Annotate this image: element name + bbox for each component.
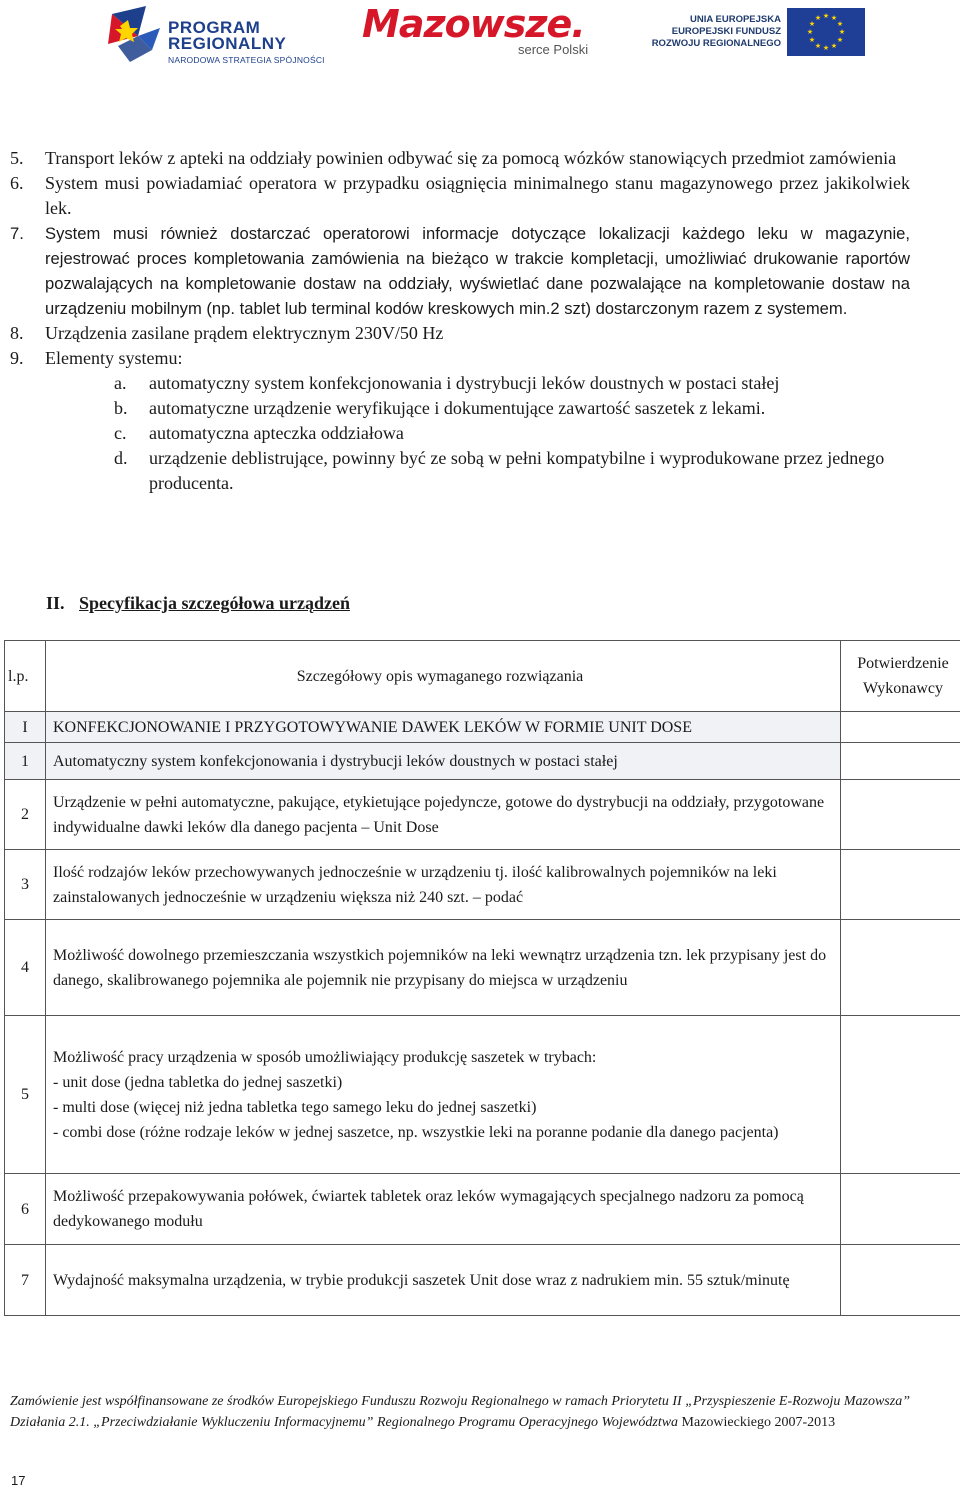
footer-italic-text: Zamówienie jest współfinansowane ze środków Europejskiego Funduszu Rozwoju Regionalnego w ramach Priorytetu II „Przyspieszenie E-Rozwoju Mazowsza” Działania 2.1. „Przeciwdziałanie Wykluczeniu Informacyjnemu” Regionalnego Programu Operacyjnego Województwa [10, 1394, 910, 1430]
svg-text:★: ★ [808, 36, 816, 44]
program-logo-line1: PROGRAM [168, 18, 261, 37]
list-item-number: 6. [10, 173, 24, 193]
row-lp: 2 [5, 780, 46, 850]
specification-table [4, 640, 960, 1316]
row-lp: 5 [5, 1016, 46, 1174]
eu-logo-line2: EUROPEJSKI FUNDUSZ [671, 26, 781, 37]
row-lp: 7 [5, 1245, 46, 1316]
program-regionalny-emblem-icon [108, 6, 162, 64]
confirmation-cell[interactable] [841, 1245, 960, 1316]
table-section-row [5, 712, 960, 743]
svg-text:★: ★ [806, 28, 814, 36]
row-description-line: Możliwość przepakowywania połówek, ćwiartek tabletek oraz leków wymagających specjalnego nadzoru za pomocą dedykowanego modułu [53, 1188, 804, 1230]
list-item-number: 9. [10, 348, 24, 368]
list-subitem-letter: a. [114, 373, 127, 393]
table-row [5, 780, 960, 850]
svg-text:★: ★ [822, 44, 830, 52]
header-logos [0, 0, 960, 70]
row-description [46, 1174, 841, 1245]
row-description-line: - combi dose (różne rodzaje leków w jednej saszetce, np. wszystkie leki na poranne podanie dla danego pacjenta) [53, 1123, 779, 1141]
page-number: 17 [11, 1473, 26, 1488]
section-title: Specyfikacja szczegółowa urządzeń [79, 593, 350, 613]
row-lp: I [5, 712, 46, 743]
row-description-line: - unit dose (jedna tabletka do jednej saszetki) [53, 1073, 343, 1091]
row-description [46, 780, 841, 850]
list-item-number: 8. [10, 323, 24, 343]
row-description: Automatyczny system konfekcjonowania i dystrybucji leków doustnych w postaci stałej [46, 743, 841, 780]
confirmation-cell[interactable] [841, 850, 960, 920]
mazowsze-logo [362, 2, 602, 62]
list-item-number: 5. [10, 148, 24, 168]
list-subitem [10, 421, 910, 446]
list-item-number: 7. [10, 224, 24, 243]
mazowsze-logo-subtitle: serce Polski [518, 42, 589, 57]
row-description [46, 1016, 841, 1174]
list-subitem [10, 396, 910, 421]
row-description [46, 850, 841, 920]
header-description: Szczegółowy opis wymaganego rozwiązania [46, 641, 841, 712]
row-confirmation [841, 743, 960, 780]
row-lp: 3 [5, 850, 46, 920]
eu-logo-line1: UNIA EUROPEJSKA [690, 14, 781, 25]
list-item-text: Elementy systemu: [45, 348, 183, 368]
confirmation-cell[interactable] [841, 920, 960, 1016]
footer-plain-text: Mazowieckiego 2007-2013 [681, 1414, 836, 1430]
list-subitem-letter: c. [114, 423, 127, 443]
list-item [10, 146, 910, 171]
table-row [5, 1174, 960, 1245]
program-logo-line2: REGIONALNY [168, 34, 287, 53]
program-regionalny-logo [108, 6, 338, 64]
svg-text:★: ★ [822, 12, 830, 20]
list-item-text: Transport leków z apteki na oddziały powinien odbywać się za pomocą wózków stanowiących przedmiot zamówienia [45, 148, 897, 168]
table-header-row [5, 641, 960, 712]
row-confirmation [841, 712, 960, 743]
svg-text:★: ★ [830, 42, 838, 50]
co-financing-footer [10, 1392, 910, 1433]
row-description-line: Wydajność maksymalna urządzenia, w trybie produkcji saszetek Unit dose wraz z nadrukiem min. 55 sztuk/minutę [53, 1271, 790, 1289]
program-logo-line3: NARODOWA STRATEGIA SPÓJNOŚCI [168, 55, 325, 65]
row-description-line: Urządzenie w pełni automatyczne, pakujące, etykietujące pojedyncze, gotowe do dystrybucji na oddziały, przygotowane indywidualne dawki leków dla danego pacjenta – Unit Dose [53, 793, 825, 836]
list-subitem [10, 446, 910, 496]
row-lp: 1 [5, 743, 46, 780]
eu-flag-icon [787, 8, 865, 56]
row-lp: 6 [5, 1174, 46, 1245]
confirmation-cell[interactable] [841, 1016, 960, 1174]
list-subitem-text: automatyczna apteczka oddziałowa [149, 423, 404, 443]
confirmation-cell[interactable] [841, 780, 960, 850]
table-row [5, 920, 960, 1016]
requirements-list [10, 146, 910, 496]
row-description: KONFEKCJONOWANIE I PRZYGOTOWYWANIE DAWEK LEKÓW W FORMIE UNIT DOSE [46, 712, 841, 743]
list-subitem-text: automatyczny system konfekcjonowania i dystrybucji leków doustnych w postaci stałej [149, 373, 780, 393]
eu-logo-line3: ROZWOJU REGIONALNEGO [651, 38, 781, 49]
header-confirmation-line1: Potwierdzenie [857, 655, 949, 672]
row-lp: 4 [5, 920, 46, 1016]
list-item-text: System musi powiadamiać operatora w przypadku osiągnięcia minimalnego stanu magazynowego przez jakikolwiek lek. [45, 173, 910, 218]
row-description-line: Ilość rodzajów leków przechowywanych jednocześnie w urządzeniu tj. ilość kalibrowalnych pojemników na leki zainstalowanych jednocześnie w urządzeniu większa niż 240 szt. – podać [53, 863, 777, 906]
list-item [10, 346, 910, 371]
eu-fund-logo [647, 8, 877, 58]
row-description [46, 1245, 841, 1316]
confirmation-cell[interactable] [841, 1174, 960, 1245]
list-item-text: System musi również dostarczać operatorowi informacje dotyczące lokalizacji każdego leku w magazynie, rejestrować proces kompletowania zamówienia na bieżąco w trakcie kompletacji, umożliwiać drukowanie raportów pozwalających na kompletowanie dostaw na oddziały, wyświetlać dane pozwalające na kompletowanie dostaw na urządzeniu mobilnym (np. tablet lub terminal kodów kreskowych min.2 szt) dostarczonym razem z systemem. [45, 224, 910, 318]
svg-text:★: ★ [814, 42, 822, 50]
list-item [10, 221, 910, 321]
header-confirmation [841, 641, 960, 712]
svg-text:★: ★ [836, 20, 844, 28]
table-row [5, 850, 960, 920]
section-number: II. [46, 593, 65, 613]
row-description [46, 920, 841, 1016]
table-category-row [5, 743, 960, 780]
svg-text:★: ★ [814, 14, 822, 22]
list-item [10, 321, 910, 346]
row-description-line: Możliwość dowolnego przemieszczania wszystkich pojemników na leki wewnątrz urządzenia tzn. lek przypisany jest do danego, skalibrowanego pojemnika ale pojemnik nie przypisany do miejsca w urządzeniu [53, 946, 827, 989]
list-subitem-text: urządzenie deblistrujące, powinny być ze sobą w pełni kompatybilne i wyprodukowane przez jednego producenta. [149, 448, 885, 493]
list-subitem [10, 371, 910, 396]
list-subitem-letter: b. [114, 398, 128, 418]
svg-text:★: ★ [830, 14, 838, 22]
svg-text:★: ★ [808, 20, 816, 28]
mazowsze-logo-word: Mazowsze. [362, 2, 585, 46]
section-heading [46, 593, 350, 614]
header-lp: l.p. [5, 641, 46, 712]
list-item [10, 171, 910, 221]
row-description-line: - multi dose (więcej niż jedna tabletka tego samego leku do jednej saszetki) [53, 1098, 537, 1116]
svg-text:★: ★ [836, 36, 844, 44]
svg-text:★: ★ [838, 28, 846, 36]
list-subitem-text: automatyczne urządzenie weryfikujące i dokumentujące zawartość saszetek z lekami. [149, 398, 766, 418]
row-description-line: Możliwość pracy urządzenia w sposób umożliwiający produkcję saszetek w trybach: [53, 1048, 597, 1066]
table-row [5, 1016, 960, 1174]
list-item-text: Urządzenia zasilane prądem elektrycznym 230V/50 Hz [45, 323, 444, 343]
table-row [5, 1245, 960, 1316]
header-confirmation-line2: Wykonawcy [863, 680, 943, 697]
list-subitem-letter: d. [114, 448, 128, 468]
